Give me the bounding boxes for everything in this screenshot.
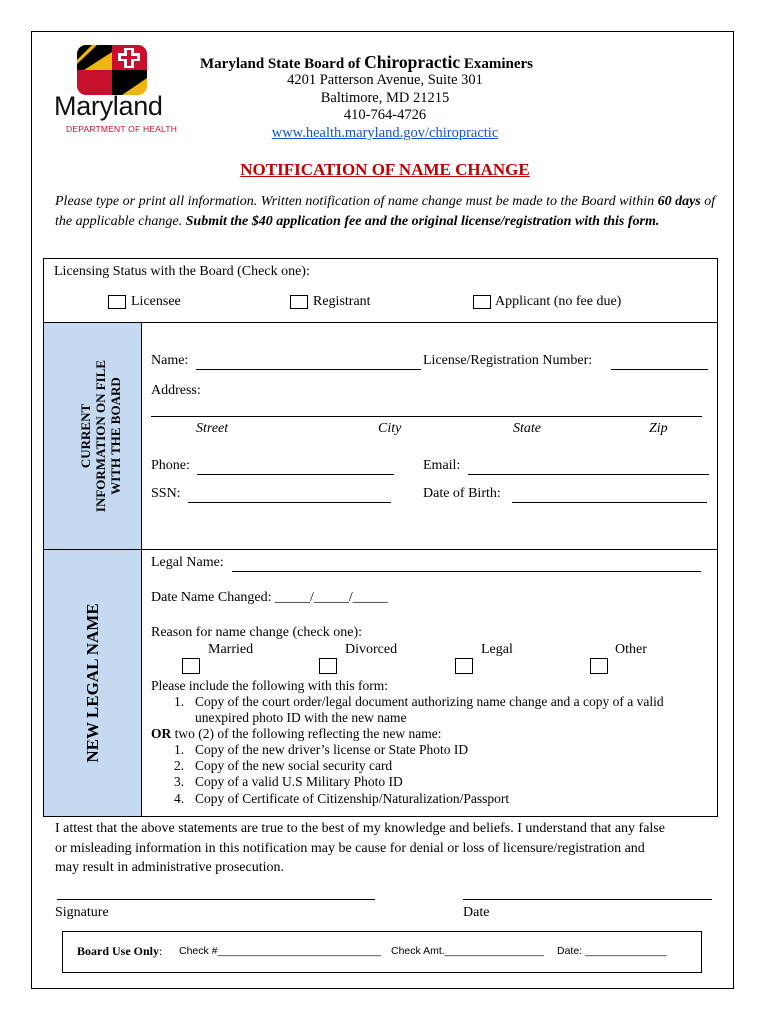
address-field[interactable] — [151, 416, 702, 417]
logo-department: DEPARTMENT OF HEALTH — [66, 124, 178, 134]
signature-field[interactable] — [57, 899, 375, 900]
doc-item: Copy of a valid U.S Military Photo ID — [195, 774, 403, 789]
registrant-label: Registrant — [313, 294, 371, 309]
address-label: Address: — [151, 383, 201, 398]
doc-item: Copy of the new social security card — [195, 758, 393, 773]
legal-name-label: Legal Name: — [151, 555, 224, 570]
doc-number: 3. — [174, 774, 185, 789]
zip-caption: Zip — [649, 421, 668, 436]
date-changed-field[interactable]: _____/_____/_____ — [275, 590, 388, 605]
current-info-heading-2: INFORMATION ON FILE — [93, 359, 108, 513]
license-number-field[interactable] — [611, 369, 708, 370]
applicant-checkbox[interactable] — [473, 295, 491, 309]
board-date-field[interactable]: Date: ______________ — [557, 945, 667, 957]
intro-instructions: Please type or print all information. Written notification of name change must be made to the Board within 60 days of the applicable change. Submit the $40 application fee and the original license/registration with this form. — [55, 194, 716, 229]
current-info-heading-3: WITH THE BOARD — [108, 377, 123, 495]
licensing-status-label: Licensing Status with the Board (Check one): — [54, 264, 310, 279]
document-title: NOTIFICATION OF NAME CHANGE — [240, 160, 530, 179]
dob-label: Date of Birth: — [423, 486, 501, 501]
check-amount-field[interactable]: Check Amt._________________ — [391, 945, 544, 957]
date-label: Date — [463, 905, 490, 920]
date-changed-label: Date Name Changed: _____/_____/_____ — [151, 590, 388, 605]
current-info-heading-1: CURRENT — [78, 403, 93, 469]
board-phone: 410-764-4726 — [343, 107, 427, 123]
include-item-1-text: Copy of the court order/legal document authorizing name change and a copy of a valid — [195, 694, 664, 709]
or-two-label: OR two (2) of the following reflecting the new name: — [151, 726, 442, 741]
new-legal-name-heading: NEW LEGAL NAME — [83, 603, 102, 763]
reason-married-label: Married — [208, 642, 254, 657]
registrant-checkbox[interactable] — [290, 295, 308, 309]
dob-field[interactable] — [512, 502, 707, 503]
doc-item: Copy of Certificate of Citizenship/Naturalization/Passport — [195, 791, 510, 806]
name-label: Name: — [151, 353, 189, 368]
street-caption: Street — [196, 421, 229, 436]
email-label: Email: — [423, 458, 461, 473]
state-caption: State — [513, 421, 541, 436]
board-website-link[interactable]: www.health.maryland.gov/chiropractic — [271, 125, 499, 141]
reason-label: Reason for name change (check one): — [151, 625, 363, 640]
attestation-line-2: or misleading information in this notification may be cause for denial or loss of licensure/registration and — [55, 841, 645, 856]
other-checkbox[interactable] — [590, 658, 608, 674]
attestation-line-1: I attest that the above statements are true to the best of my knowledge and beliefs. I understand that any false — [55, 821, 665, 836]
license-number-label: License/Registration Number: — [423, 353, 593, 368]
attestation-line-3: may result in administrative prosecution. — [55, 860, 285, 875]
licensee-checkbox[interactable] — [108, 295, 126, 309]
married-checkbox[interactable] — [182, 658, 200, 674]
doc-item: Copy of the new driver’s license or State Photo ID — [195, 742, 469, 757]
phone-field[interactable] — [197, 474, 394, 475]
board-title: Maryland State Board of Chiropractic Examiners — [200, 52, 534, 72]
legal-checkbox[interactable] — [455, 658, 473, 674]
reason-divorced-label: Divorced — [345, 642, 398, 657]
city-caption: City — [378, 421, 402, 436]
include-item-1-number: 1. — [174, 694, 185, 709]
new-legal-name-sidebar — [44, 550, 142, 816]
doc-number: 4. — [174, 791, 185, 806]
divorced-checkbox[interactable] — [319, 658, 337, 674]
logo-wordmark: Maryland — [54, 91, 163, 121]
doc-number: 1. — [174, 742, 185, 757]
doc-number: 2. — [174, 758, 185, 773]
legal-name-field[interactable] — [232, 571, 701, 572]
name-field[interactable] — [196, 369, 421, 370]
include-label: Please include the following with this form: — [151, 678, 388, 693]
check-number-field[interactable]: Check #____________________________ — [179, 945, 382, 957]
include-item-1-text-cont: unexpired photo ID with the new name — [195, 710, 407, 725]
licensee-label: Licensee — [131, 294, 181, 309]
board-use-only-label: Board Use Only: — [77, 944, 163, 958]
ssn-label: SSN: — [151, 486, 181, 501]
reason-other-label: Other — [615, 642, 647, 657]
signature-label: Signature — [55, 905, 109, 920]
ssn-field[interactable] — [188, 502, 391, 503]
address-line-2: Baltimore, MD 21215 — [320, 90, 450, 106]
phone-label: Phone: — [151, 458, 190, 473]
date-field[interactable] — [463, 899, 712, 900]
reason-legal-label: Legal — [481, 642, 513, 657]
address-line-1: 4201 Patterson Avenue, Suite 301 — [287, 72, 483, 88]
applicant-label: Applicant (no fee due) — [495, 294, 622, 309]
email-field[interactable] — [468, 474, 709, 475]
current-info-sidebar — [44, 323, 142, 549]
